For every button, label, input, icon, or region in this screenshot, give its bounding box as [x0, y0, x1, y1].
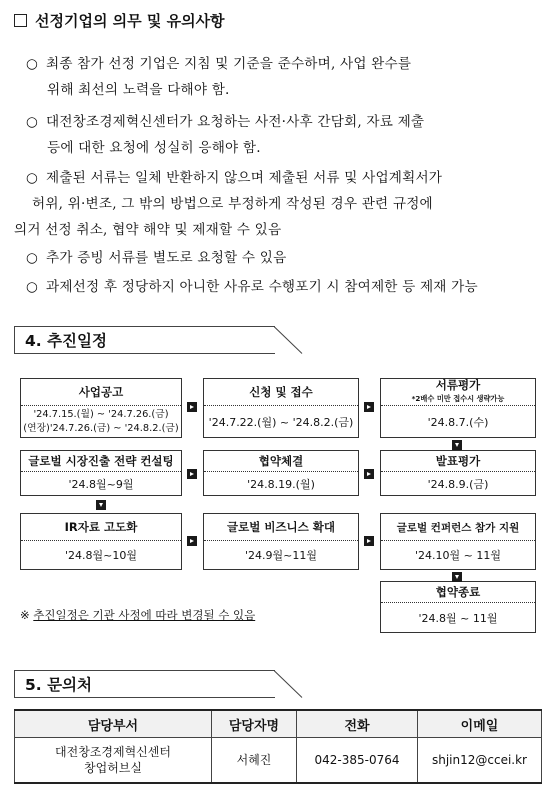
arrow-down-icon	[452, 440, 462, 450]
line-text: 제출된 서류는 일체 반환하지 않으며 제출된 서류 및 사업계획서가	[46, 170, 443, 186]
department-line: 창업허브실	[84, 761, 142, 775]
footnote-text: 추진일정은 기관 사정에 따라 변경될 수 있음	[33, 608, 256, 622]
arrow-down-icon	[452, 572, 462, 582]
step-announcement	[20, 378, 182, 438]
obligation-line-3	[26, 110, 424, 130]
obligation-line-2: 위해 최선의 노력을 다해야 함.	[47, 82, 230, 98]
arrow-right-icon	[364, 536, 374, 546]
bullet-icon: ○	[26, 114, 39, 130]
step-date: '24.8.9.(금)	[427, 478, 489, 491]
step-date: '24.8월~9월	[68, 478, 134, 491]
obligation-line-9	[26, 275, 478, 295]
step-agreement	[203, 450, 359, 496]
bullet-icon: ○	[26, 250, 39, 266]
header-department: 담당부서	[15, 710, 212, 738]
arrow-right-icon	[364, 402, 374, 412]
bullet-icon: ○	[26, 56, 39, 72]
contact-title: 5. 문의처	[25, 676, 92, 694]
step-consulting	[20, 450, 182, 496]
line-text: 추가 증빙 서류를 별도로 요청할 수 있음	[46, 250, 287, 266]
step-presentation-review	[380, 450, 536, 496]
cell-department	[15, 738, 212, 784]
cell-phone: 042-385-0764	[297, 738, 418, 784]
step-date: '24.8월~10월	[65, 549, 137, 562]
step-title-text: 서류평가	[435, 378, 481, 392]
step-application	[203, 378, 359, 438]
step-title: IR자료 고도화	[21, 514, 181, 541]
arrow-right-icon	[187, 402, 197, 412]
step-document-review	[380, 378, 536, 438]
step-date: '24.10월 ~ 11월	[415, 549, 501, 562]
obligation-line-4: 등에 대한 요청에 성실히 응해야 함.	[47, 140, 261, 156]
arrow-right-icon	[187, 469, 197, 479]
obligation-line-8	[26, 246, 286, 266]
step-global-business	[203, 513, 359, 570]
obligation-line-6: 허위, 위·변조, 그 밖의 방법으로 부정하게 작성된 경우 관련 규정에	[32, 196, 433, 212]
step-date: '24.8.19.(월)	[247, 478, 315, 491]
schedule-title: 4. 추진일정	[25, 332, 107, 350]
obligations-title-text: 선정기업의 의무 및 유의사항	[35, 12, 225, 30]
step-date: '24.8.7.(수)	[427, 415, 489, 429]
footnote-mark: ※	[20, 608, 30, 622]
step-date: '24.7.15.(월) ~ '24.7.26.(금)	[33, 408, 169, 420]
table-header-row	[15, 710, 542, 738]
obligation-line-1	[26, 52, 411, 72]
cell-email: shjin12@ccei.kr	[418, 738, 542, 784]
section-tab-slant	[274, 670, 304, 698]
step-note: *2배수 미만 접수시 생략가능	[411, 394, 505, 403]
schedule-section-header	[14, 326, 275, 354]
step-title	[381, 379, 535, 406]
step-date: '24.9월~11월	[245, 549, 317, 562]
line-text: 최종 참가 선정 기업은 지침 및 기준을 준수하며, 사업 완수를	[46, 56, 412, 72]
arrow-right-icon	[364, 469, 374, 479]
checkbox-icon	[14, 14, 27, 27]
table-row	[15, 738, 542, 784]
cell-contact-name: 서혜진	[212, 738, 297, 784]
step-date-extended: (연장)'24.7.26.(금) ~ '24.8.2.(금)	[23, 422, 179, 434]
step-date: '24.8월 ~ 11월	[418, 612, 498, 625]
obligation-line-7: 의거 선정 취소, 협약 해약 및 제재할 수 있음	[14, 222, 282, 238]
step-dates	[21, 406, 181, 437]
step-title: 글로벌 컨퍼런스 참가 지원	[381, 514, 535, 541]
step-conference-support	[380, 513, 536, 570]
step-title: 발표평가	[381, 451, 535, 472]
bullet-icon: ○	[26, 279, 39, 295]
section-tab-slant	[274, 326, 304, 354]
step-title: 글로벌 비즈니스 확대	[204, 514, 358, 541]
obligations-title	[14, 10, 225, 31]
step-title: 사업공고	[21, 379, 181, 406]
contact-table	[14, 709, 542, 784]
bullet-icon: ○	[26, 170, 39, 186]
header-email: 이메일	[418, 710, 542, 738]
header-contact-name: 담당자명	[212, 710, 297, 738]
contact-section-header	[14, 670, 275, 698]
step-title: 협약체결	[204, 451, 358, 472]
step-date: '24.7.22.(월) ~ '24.8.2.(금)	[208, 415, 354, 429]
department-line: 대전창조경제혁신센터	[55, 745, 171, 759]
step-title: 협약종료	[381, 582, 535, 603]
step-agreement-end	[380, 581, 536, 633]
schedule-footnote	[20, 607, 255, 623]
arrow-right-icon	[187, 536, 197, 546]
line-text: 대전창조경제혁신센터가 요청하는 사전·사후 간담회, 자료 제출	[46, 114, 425, 130]
step-title: 신청 및 접수	[204, 379, 358, 406]
arrow-down-icon	[96, 500, 106, 510]
step-ir-material	[20, 513, 182, 570]
line-text: 과제선정 후 정당하지 아니한 사유로 수행포기 시 참여제한 등 제재 가능	[46, 279, 478, 295]
header-phone: 전화	[297, 710, 418, 738]
obligation-line-5	[26, 166, 442, 186]
step-title: 글로벌 시장진출 전략 컨설팅	[21, 451, 181, 472]
